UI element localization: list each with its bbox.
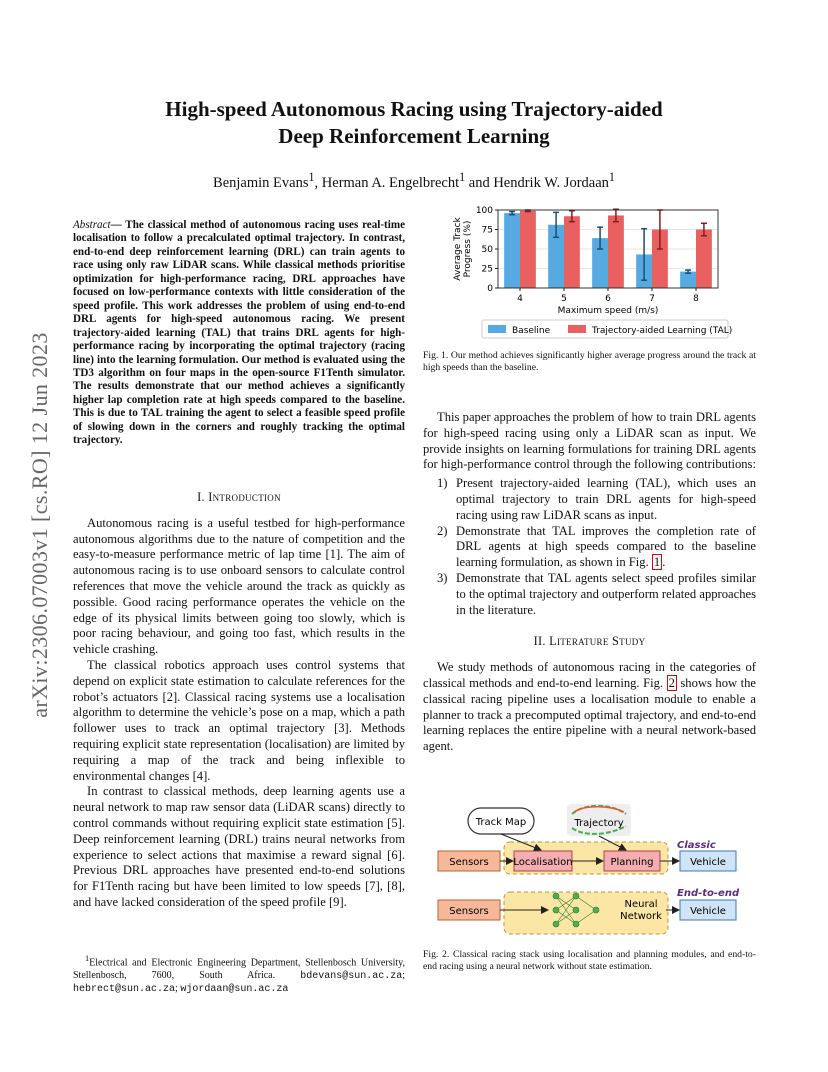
classic-label: Classic: [677, 840, 716, 851]
contribution-text: Present trajectory-aided learning (TAL), which uses an optimal trajectory to train DRL agents for high-speed racing using raw LiDAR scans as input.: [456, 476, 756, 522]
y-tick-label: 50: [481, 245, 493, 255]
contribution-item: [423, 476, 756, 523]
y-tick-label: 25: [481, 264, 493, 275]
author-2: , Herman A. Engelbrecht: [314, 174, 460, 191]
bar-tal: [520, 211, 536, 288]
contribution-number: 3): [437, 570, 448, 585]
contribution-text: Demonstrate that TAL improves the completion rate of DRL agents at high speeds compared to the baseline learning formulation, as shown in Fig.: [456, 523, 756, 570]
fig1-chart: [440, 200, 750, 340]
sensors-label: Sensors: [449, 857, 489, 868]
email-1[interactable]: bdevans@sun.ac.za: [300, 970, 403, 982]
contribution-end: .: [662, 555, 666, 570]
planning-label: Planning: [610, 857, 654, 868]
trajectory-label: Trajectory: [574, 818, 624, 829]
localisation-label: Localisation: [513, 857, 573, 868]
x-tick-label: 7: [649, 294, 655, 304]
y-axis-label-line2: Progress (%): [463, 220, 473, 278]
section-title: Introduction: [208, 490, 281, 504]
fig2-link[interactable]: 2: [668, 675, 675, 690]
section-number: II.: [533, 634, 550, 649]
section-number: I.: [197, 490, 209, 504]
bar-baseline: [504, 213, 520, 288]
neural-label: Neural: [624, 899, 658, 910]
legend-swatch: [488, 325, 506, 333]
author-1: Benjamin Evans: [213, 174, 309, 191]
affil-sup-1: 1: [308, 170, 315, 184]
intro-paragraph-1: Autonomous racing is a useful testbed for high-performance autonomous algorithms due to the nature of competition and the easy-to-measure performance metric of lap time [1]. The aim of autonomous racing is to use onboard sensors to calculate control references that move the vehicle around the track as quickly as possible. Good racing performance operates the vehicle on the edge of its physical limits between going too slowly, which is poor racing behaviour, and going too fast, which results in the vehicle crashing.: [73, 515, 405, 657]
x-tick-label: 6: [605, 294, 611, 304]
section-heading-introduction: [73, 490, 405, 506]
intro-paragraph-2: The classical robotics approach uses control systems that depend on explicit state estimation to calculate references for the robot’s actuators [2]. Classical racing systems use a localisation algorithm to determine the vehicle’s pose on a map, which a path follower uses to track an optimal trajectory [3]. Methods requiring explicit state representation (localisation) are limited by requiring a map of the track and being inflexible to environmental changes [4].: [73, 657, 405, 783]
contribution-item: [423, 571, 756, 618]
section-title: Literature Study: [549, 634, 646, 649]
arxiv-stamp-text: arXiv:2306.07003v1 [cs.RO] 12 Jun 2023: [27, 332, 52, 718]
section-heading-literature: [423, 634, 756, 650]
literature-text-a: We study methods of autonomous racing in the categories of classical methods and end-to-end learning. Fig.: [423, 660, 756, 690]
literature-paragraph: [423, 660, 756, 755]
author-list: [60, 170, 768, 192]
legend-swatch: [568, 325, 586, 333]
fig1-link[interactable]: 1: [653, 555, 661, 570]
introduction-section: [73, 478, 405, 911]
affil-sup-3: 1: [608, 170, 615, 184]
arxiv-stamp: [20, 290, 60, 760]
intro-paragraph-3: In contrast to classical methods, deep learning agents use a neural network to map raw sensor data (LiDAR scans) directly to control commands without requiring explicit state estimation [5]. Deep reinforcement learning (DRL) trains neural networks from experience to select actions that maximise a reward signal [6]. Previous DRL approaches have presented end-to-end solutions for F1Tenth racing but have been limited to low speeds [7], [8], and have lacked consideration of the speed profile [9].: [73, 784, 405, 909]
chart-plot-area: [453, 206, 732, 338]
track-map-label: Track Map: [475, 817, 527, 828]
literature-text-b: shows how the classical racing pipeline uses a localisation module to enable a planner to track a precomputed optimal trajectory, and end-to-end learning replaces the entire pipeline with a neural network-based agent.: [423, 675, 756, 754]
legend-entry: Baseline: [512, 326, 551, 336]
contribution-item: [423, 524, 756, 571]
footnote-sup: 1: [85, 954, 90, 963]
contribution-number: 2): [437, 523, 448, 538]
contribution-list: [423, 476, 756, 618]
author-3: and Hendrik W. Jordaan: [465, 174, 609, 191]
email-2[interactable]: hebrect@sun.ac.za: [73, 984, 176, 996]
title-line-1: High-speed Autonomous Racing using Trajectory-aided: [165, 97, 663, 121]
bar-tal: [608, 215, 624, 288]
fig2-caption: Fig. 2. Classical racing stack using localisation and planning modules, and end-to-end racing using a neural network without state estimation.: [423, 949, 756, 972]
vehicle-label: Vehicle: [690, 906, 726, 917]
y-tick-label: 100: [475, 206, 493, 216]
right-column-text: [423, 410, 756, 755]
footnote: $^1$Electrical and Electronic Engineering Department, Stellenbosch University, Stellenbosch, 7600, South Africa. bdevans@sun.ac.za; hebrect@sun.ac.za; wjordaan@sun.ac.za: [73, 954, 405, 996]
abstract: [73, 219, 405, 448]
y-tick-label: 75: [481, 225, 493, 236]
vehicle-label: Vehicle: [690, 857, 726, 868]
paper-title: [60, 96, 768, 150]
bar-baseline: [680, 272, 696, 288]
abstract-text: — The classical method of autonomous racing uses real-time localisation to follow a precalculated optimal trajectory. In contrast, end-to-end deep reinforcement learning (DRL) can train agents to race using only raw LiDAR scans. While classical methods prioritise optimization for high-performance racing, DRL approaches have focused on low-performance contexts with little consideration of the speed profile. This work addresses the problem of using end-to-end DRL agents for high-speed autonomous racing. We present trajectory-aided learning (TAL) that trains DRL agents for high-performance racing by incorporating the optimal trajectory (racing line) into the learning formulation. Our method is evaluated using the TD3 algorithm on four maps in the open-source F1Tenth simulator. The results demonstrate that our method achieves a significantly higher lap completion rate at high speeds compared to the baseline. This is due to TAL training the agent to select a feasible speed profile of slowing down in the corners and roughly tracking the optimal trajectory.: [73, 219, 405, 447]
sensors-label: Sensors: [449, 906, 489, 917]
fig1-caption: Fig. 1. Our method achieves significantly higher average progress around the track at high speeds than the baseline.: [423, 350, 756, 373]
email-3[interactable]: wjordaan@sun.ac.za: [180, 984, 289, 996]
contrib-intro-paragraph: This paper approaches the problem of how to train DRL agents for high-speed racing using only a LiDAR scan as input. We provide insights on learning formulations for training DRL agents for high-performance control through the following contributions:: [423, 410, 756, 472]
contribution-text: Demonstrate that TAL agents select speed profiles similar to the optimal trajectory and outperform related approaches in the literature.: [456, 570, 756, 617]
legend-entry: Trajectory-aided Learning (TAL): [592, 326, 733, 336]
end-to-end-label: End-to-end: [677, 888, 740, 899]
fig2-diagram: [436, 800, 758, 940]
x-tick-label: 8: [693, 294, 699, 304]
network-label: Network: [620, 911, 662, 922]
abstract-label: Abstract: [73, 219, 111, 231]
x-tick-label: 5: [561, 294, 567, 304]
footnote-text: Electrical and Electronic Engineering Department, Stellenbosch University, Stellenbosch, 7600, South Africa.: [73, 957, 405, 981]
bar-tal: [696, 230, 712, 289]
bar-tal: [564, 216, 580, 288]
contribution-number: 1): [437, 476, 448, 491]
x-axis-label: Maximum speed (m/s): [557, 306, 659, 316]
y-axis-label-line1: Average Track: [453, 217, 463, 281]
title-line-2: Deep Reinforcement Learning: [278, 124, 550, 148]
x-tick-label: 4: [517, 294, 523, 304]
affil-sup-2: 1: [459, 170, 466, 184]
y-tick-label: 0: [487, 284, 493, 294]
